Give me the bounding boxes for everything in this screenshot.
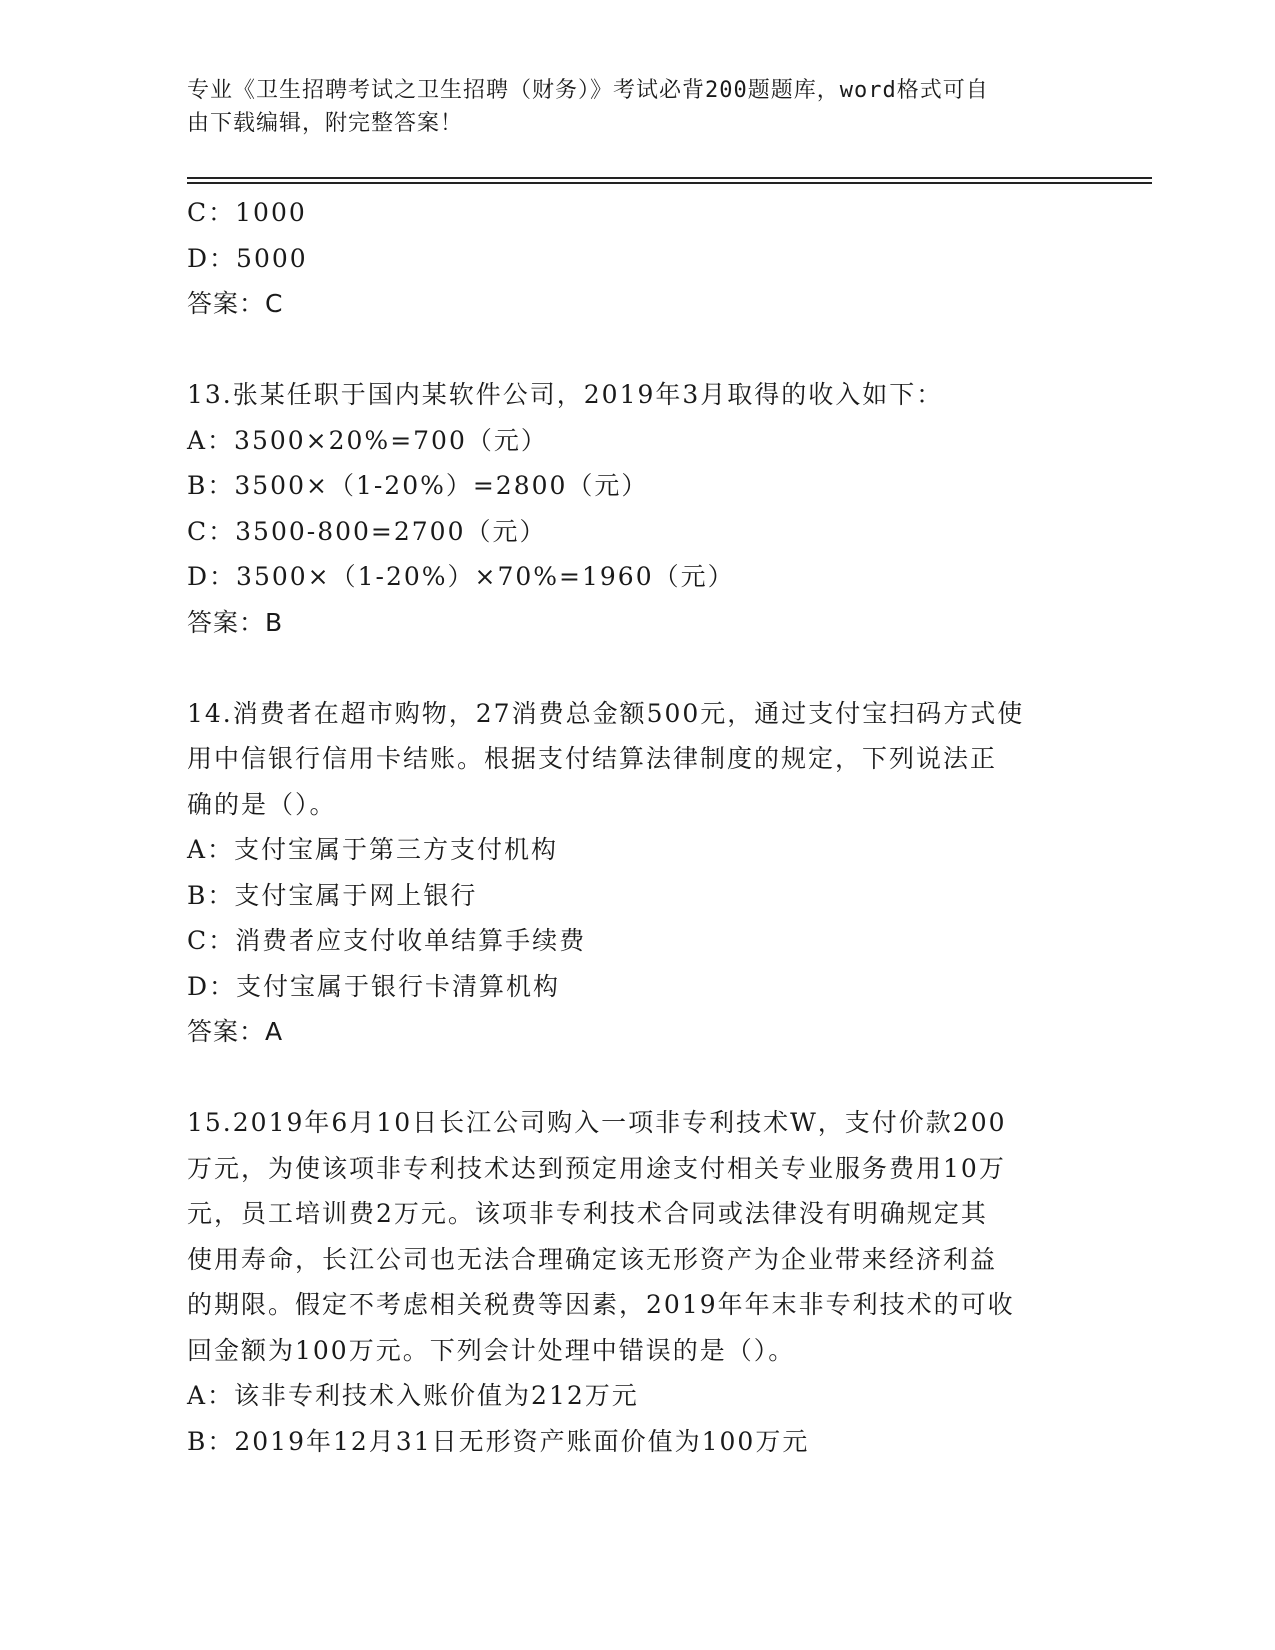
q14-stem-line-3: 确的是（）。 — [187, 789, 337, 819]
q12-option-d: D：5000 — [187, 243, 308, 273]
q13-option-b: B：3500×（1-20%）=2800（元） — [187, 471, 649, 500]
q14-option-b: B：支付宝属于网上银行 — [187, 880, 478, 910]
q15-stem-line-2: 万元，为使该项非专利技术达到预定用途支付相关专业服务费用10万 — [187, 1153, 1006, 1183]
header-line-1: 专业《卫生招聘考试之卫生招聘（财务）》考试必背200题题库，word格式可自 — [187, 78, 989, 103]
header-line-2: 由下载编辑，附完整答案！ — [187, 111, 464, 136]
document-header — [187, 74, 1067, 140]
q15-stem-line-1: 15.2019年6月10日长江公司购入一项非专利技术W，支付价款200 — [187, 1108, 1007, 1137]
q12-option-c: C：1000 — [187, 198, 307, 227]
q15-stem-line-5: 的期限。假定不考虑相关税费等因素，2019年年末非专利技术的可收 — [187, 1290, 1015, 1319]
q14-option-d: D：支付宝属于银行卡清算机构 — [187, 971, 561, 1001]
q15-stem-line-4: 使用寿命，长江公司也无法合理确定该无形资产为企业带来经济利益 — [187, 1244, 998, 1274]
q13-answer: 答案：B — [187, 607, 284, 637]
header-divider-bottom — [187, 182, 1152, 184]
q14-option-c: C：消费者应支付收单结算手续费 — [187, 926, 587, 955]
q14-stem-line-2: 用中信银行信用卡结账。根据支付结算法律制度的规定，下列说法正 — [187, 744, 998, 773]
spacer — [187, 645, 1087, 691]
q13-option-d: D：3500×（1-20%）×70%=1960（元） — [187, 562, 735, 591]
q13-stem: 13.张某任职于国内某软件公司，2019年3月取得的收入如下： — [187, 380, 944, 409]
q15-option-b: B：2019年12月31日无形资产账面价值为100万元 — [187, 1426, 810, 1456]
question-content — [187, 190, 1087, 1464]
q15-stem-line-3: 元，员工培训费2万元。该项非专利技术合同或法律没有明确规定其 — [187, 1199, 988, 1228]
q14-option-a: A：支付宝属于第三方支付机构 — [187, 835, 559, 864]
q13-option-a: A：3500×20%=700（元） — [187, 425, 548, 455]
header-divider-top — [187, 177, 1152, 179]
spacer — [187, 1055, 1087, 1101]
q12-answer: 答案：C — [187, 289, 284, 318]
q13-option-c: C：3500-800=2700（元） — [187, 516, 547, 546]
q14-answer: 答案：A — [187, 1017, 284, 1046]
q15-stem-line-6: 回金额为100万元。下列会计处理中错误的是（）。 — [187, 1335, 796, 1365]
spacer — [187, 327, 1087, 373]
q15-option-a: A：该非专利技术入账价值为212万元 — [187, 1381, 639, 1410]
q14-stem-line-1: 14.消费者在超市购物，27消费总金额500元，通过支付宝扫码方式使 — [187, 698, 1025, 728]
